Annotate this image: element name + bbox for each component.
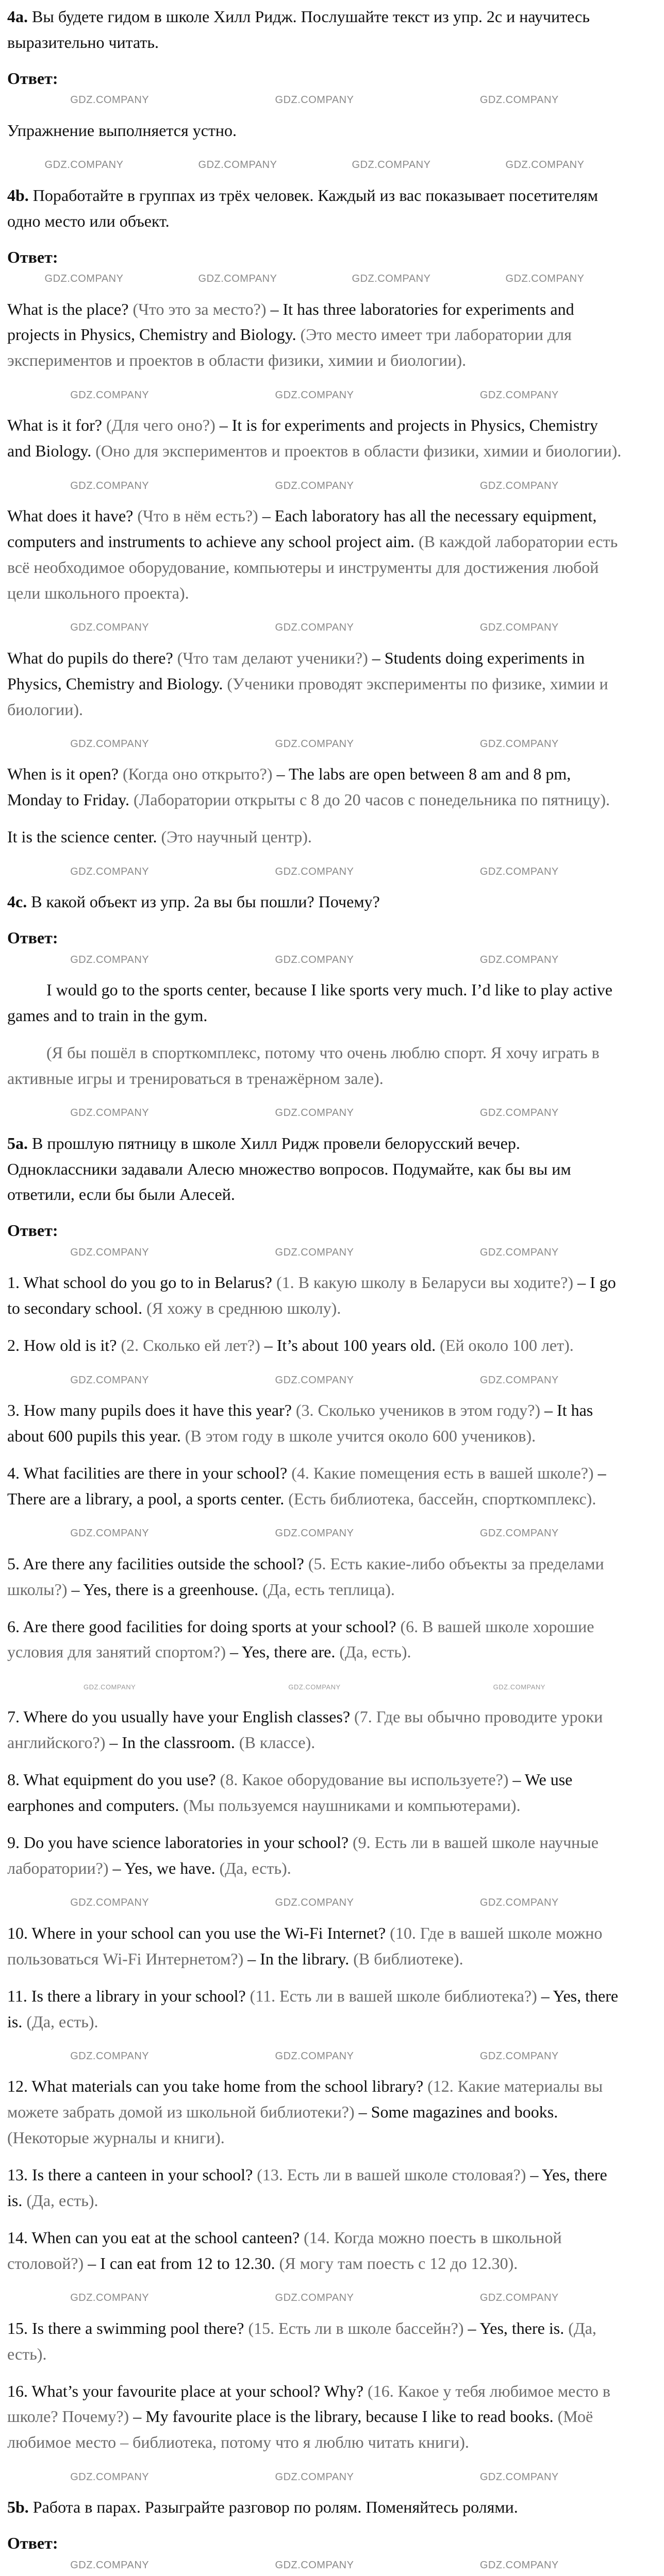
watermark: GDZ.COMPANY	[275, 1107, 354, 1119]
question-en: 14. When can you eat at the school canteen?	[7, 2228, 300, 2247]
question-en: 10. Where in your school can you use the Wi-Fi Internet?	[7, 1923, 386, 1942]
watermark: GDZ.COMPANY	[275, 2471, 354, 2483]
answer-ru: (В классе).	[235, 1733, 316, 1752]
qa-item	[7, 1984, 622, 2035]
question-en: What is it for?	[7, 416, 102, 435]
answer-text: Упражнение выполняется устно.	[7, 121, 237, 140]
question-en: 7. Where do you usually have your English classes?	[7, 1707, 351, 1726]
watermark-row	[7, 1676, 622, 1697]
answer-en: – My favourite place is the library, because I like to read books.	[133, 2407, 554, 2426]
qa-item	[7, 824, 622, 850]
question-ru: (14. Когда можно поесть в школьной столовой?)	[7, 2228, 562, 2273]
answer-ru: (Да, есть).	[335, 1642, 411, 1662]
watermark: GDZ.COMPANY	[70, 1528, 150, 1539]
answer-en: – Students doing experiments in Physics, Chemistry and Biology.	[7, 648, 585, 693]
answer-ru: (В библиотеке).	[349, 1949, 463, 1968]
answer-en: – It’s about 100 years old.	[264, 1336, 436, 1355]
watermark: GDZ.COMPANY	[275, 480, 354, 492]
answer-ru: (Я хожу в среднюю школу).	[142, 1299, 341, 1318]
task-4c	[7, 889, 622, 915]
watermark: GDZ.COMPANY	[479, 2050, 559, 2062]
watermark: GDZ.COMPANY	[479, 1246, 559, 1258]
watermark: GDZ.COMPANY	[275, 622, 354, 634]
answer-ru: (Да, есть).	[215, 1858, 291, 1877]
answer-ru: (Да, есть).	[22, 2191, 98, 2210]
watermark-row	[7, 950, 622, 970]
watermark-row	[7, 1103, 622, 1124]
watermark: GDZ.COMPANY	[275, 94, 354, 106]
answer-ru: (В этом году в школе учится около 600 учеников).	[180, 1427, 536, 1445]
watermark: GDZ.COMPANY	[275, 2292, 354, 2304]
answer-en: – It has about 600 pupils this year.	[7, 1401, 593, 1445]
question-en: 11. Is there a library in your school?	[7, 1986, 246, 2005]
qa-item	[7, 2074, 622, 2151]
watermark-row	[7, 476, 622, 496]
task-text: Поработайте в группах из трёх человек. Каждый из вас показывает посетителям одно место или объект.	[7, 185, 598, 230]
answer-ru: (Я бы пошёл в спорткомплекс, потому что очень люблю спорт. Я хочу играть в активные игры и тренироваться в тренажёрном зале).	[7, 1043, 600, 1088]
watermark: GDZ.COMPANY	[70, 2559, 150, 2571]
answer-label: Ответ:	[7, 69, 58, 88]
watermark: GDZ.COMPANY	[479, 94, 559, 106]
task-number: 4а.	[7, 7, 28, 26]
watermark: GDZ.COMPANY	[275, 1246, 354, 1258]
answer-en: – Yes, there is a greenhouse.	[71, 1580, 259, 1599]
watermark: GDZ.COMPANY	[70, 738, 150, 750]
answer-en: – We use earphones and computers.	[7, 1770, 573, 1815]
watermark: GDZ.COMPANY	[70, 94, 150, 106]
answer-label: Ответ:	[7, 1221, 58, 1240]
watermark: GDZ.COMPANY	[70, 2471, 150, 2483]
question-ru: (8. Какое оборудование вы используете?)	[215, 1770, 513, 1789]
watermark-row	[7, 2288, 622, 2309]
watermark: GDZ.COMPANY	[275, 2559, 354, 2571]
watermark: GDZ.COMPANY	[275, 1528, 354, 1539]
answer-en: – I can eat from 12 to 12.30.	[88, 2253, 275, 2273]
watermark: GDZ.COMPANY	[479, 389, 559, 401]
question-en: 12. What materials can you take home from the school library?	[7, 2077, 424, 2096]
watermark-row	[7, 2555, 622, 2575]
watermark: GDZ.COMPANY	[70, 1897, 150, 1909]
task-text: Вы будете гидом в школе Хилл Ридж. Послушайте текст из упр. 2с и научитесь выразительно читать.	[7, 7, 590, 52]
watermark-row	[7, 2467, 622, 2487]
question-en: 1. What school do you go to in Belarus?	[7, 1273, 272, 1292]
watermark-row	[7, 1242, 622, 1263]
question-ru: (1. В какую школу в Беларуси вы ходите?)	[272, 1273, 578, 1292]
qa-item	[7, 646, 622, 723]
answer-en: – There are a library, a pool, a sports center.	[7, 1463, 606, 1508]
answer-en: – The labs are open between 8 am and 8 pm, Monday to Friday.	[7, 765, 571, 809]
answer-ru: (Мы пользуемся наушниками и компьютерами).	[179, 1796, 521, 1815]
watermark-row	[7, 861, 622, 882]
question-ru: (6. В вашей школе хорошие условия для занятий спортом?)	[7, 1617, 594, 1662]
answer-ru: (В каждой лаборатории есть всё необходимое оборудование, компьютеры и инструменты для достижения любой цели школьного проекта).	[7, 532, 618, 602]
watermark: GDZ.COMPANY	[70, 2050, 150, 2062]
answer-en: I would go to the sports center, because I like sports very much. I’d like to play active games and to train in the gym.	[7, 980, 612, 1025]
watermark: GDZ.COMPANY	[479, 622, 559, 634]
qa-item	[7, 297, 622, 374]
task-5a	[7, 1131, 622, 1208]
conclusion-ru: (Это научный центр).	[157, 827, 312, 846]
question-ru: (4. Какие помещения есть в вашей школе?)	[287, 1463, 598, 1482]
answer-en: – Yes, there are.	[229, 1642, 336, 1662]
watermark: GDZ.COMPANY	[70, 1374, 150, 1386]
watermark: GDZ.COMPANY	[479, 2471, 559, 2483]
question-ru: (7. Где вы обычно проводите уроки английского?)	[7, 1707, 603, 1752]
qa-item	[7, 2162, 622, 2214]
watermark: GDZ.COMPANY	[479, 954, 559, 965]
answer-ru: (Ученики проводят эксперименты по физике, химии и биологии).	[7, 674, 608, 719]
watermark: GDZ.COMPANY	[44, 159, 124, 171]
answer-ru: (Да, есть теплица).	[258, 1580, 395, 1599]
watermark-row	[7, 1370, 622, 1391]
task-number: 5а.	[7, 1133, 28, 1153]
qa-item	[7, 1270, 622, 1321]
watermark-row	[7, 385, 622, 405]
question-ru: (Что в нём есть?)	[133, 506, 262, 526]
answer-ru: (Лаборатории открыты с 8 до 20 часов с понедельника по пятницу).	[129, 790, 610, 809]
question-ru: (9. Есть ли в вашей школе научные лаборатории?)	[7, 1833, 599, 1877]
watermark-row	[7, 1893, 622, 1913]
watermark: GDZ.COMPANY	[505, 159, 585, 171]
answer-ru: (Да, есть).	[7, 2318, 596, 2363]
watermark-row	[7, 1523, 622, 1544]
question-en: What does it have?	[7, 506, 134, 526]
qa-item	[7, 2379, 622, 2456]
watermark-row	[7, 90, 622, 111]
watermark: GDZ.COMPANY	[70, 389, 150, 401]
watermark: GDZ.COMPANY	[479, 2292, 559, 2304]
task-text: В прошлую пятницу в школе Хилл Ридж провели белорусский вечер. Одноклассники задавали Алесю множество вопросов. Подумайте, как бы вы им ответили, если бы были Алесей.	[7, 1133, 571, 1204]
answer-en: – Yes, there is.	[7, 1986, 619, 2031]
watermark-row	[7, 269, 622, 290]
qa-item	[7, 1333, 622, 1359]
question-ru: (11. Есть ли в вашей школе библиотека?)	[245, 1986, 541, 2005]
question-ru: (3. Сколько учеников в этом году?)	[291, 1401, 545, 1420]
answer-ru: (Это место имеет три лаборатории для экспериментов и проектов в области физики, химии и биологии).	[7, 325, 572, 370]
task-4a	[7, 4, 622, 56]
watermark: GDZ.COMPANY	[84, 1683, 136, 1691]
question-ru: (Что там делают ученики?)	[173, 648, 372, 667]
question-en: 5. Are there any facilities outside the school?	[7, 1554, 304, 1573]
question-ru: (15. Есть ли в школе бассейн?)	[244, 2318, 468, 2337]
watermark: GDZ.COMPANY	[479, 738, 559, 750]
question-ru: (13. Есть ли в вашей школе столовая?)	[253, 2165, 530, 2184]
task-number: 4b.	[7, 185, 29, 205]
watermark: GDZ.COMPANY	[70, 954, 150, 965]
answer-en: – In the library.	[247, 1949, 350, 1968]
qa-item	[7, 1398, 622, 1449]
answer-en: – Yes, there is.	[468, 2318, 565, 2337]
watermark: GDZ.COMPANY	[44, 273, 124, 285]
watermark: GDZ.COMPANY	[493, 1683, 545, 1691]
answer-en: – Each laboratory has all the necessary equipment, computers and instruments to achieve any school project aim.	[7, 506, 597, 551]
answer-en: – I go to secondary school.	[7, 1273, 616, 1318]
question-en: 3. How many pupils does it have this year?	[7, 1401, 292, 1420]
watermark: GDZ.COMPANY	[275, 866, 354, 877]
answer-ru: (Есть библиотека, бассейн, спорткомплекс).	[284, 1489, 596, 1508]
task-5b	[7, 2495, 622, 2520]
answer-ru: (Некоторые журналы и книги).	[7, 2128, 225, 2147]
watermark: GDZ.COMPANY	[70, 2292, 150, 2304]
question-ru: (12. Какие материалы вы можете забрать домой из школьной библиотеки?)	[7, 2077, 603, 2122]
watermark: GDZ.COMPANY	[479, 1107, 559, 1119]
watermark-row	[7, 734, 622, 754]
task-text: Работа в парах. Разыграйте разговор по ролям. Поменяйтесь ролями.	[28, 2498, 518, 2517]
watermark: GDZ.COMPANY	[275, 2050, 354, 2062]
qa-item	[7, 761, 622, 813]
question-en: 8. What equipment do you use?	[7, 1770, 216, 1789]
qa-item	[7, 1921, 622, 1972]
qa-item	[7, 1461, 622, 1512]
answer-en: – Yes, there is.	[7, 2165, 607, 2210]
answer-en: – Yes, we have.	[112, 1858, 215, 1877]
watermark-row	[7, 618, 622, 638]
watermark: GDZ.COMPANY	[479, 2559, 559, 2571]
task-text: В какой объект из упр. 2а вы бы пошли? Почему?	[27, 892, 380, 911]
qa-item	[7, 2316, 622, 2367]
question-en: 4. What facilities are there in your school?	[7, 1463, 288, 1482]
question-ru: (2. Сколько ей лет?)	[117, 1336, 264, 1355]
question-ru: (Для чего оно?)	[102, 416, 220, 435]
watermark: GDZ.COMPANY	[275, 738, 354, 750]
watermark: GDZ.COMPANY	[70, 1107, 150, 1119]
qa-item	[7, 1614, 622, 1666]
answer-label: Ответ:	[7, 928, 58, 947]
answer-ru: (Моё любимое место – библиотека, потому что я люблю читать книги).	[7, 2407, 593, 2452]
qa-item	[7, 1551, 622, 1603]
answer-label: Ответ:	[7, 2534, 58, 2553]
answer-en: – Some magazines and books.	[358, 2103, 558, 2122]
watermark: GDZ.COMPANY	[352, 273, 431, 285]
question-en: When is it open?	[7, 765, 119, 784]
question-ru: (Что это за место?)	[128, 299, 271, 318]
watermark: GDZ.COMPANY	[479, 1528, 559, 1539]
watermark: GDZ.COMPANY	[70, 622, 150, 634]
question-en: What is the place?	[7, 299, 129, 318]
answer-label: Ответ:	[7, 247, 58, 266]
answer-en: – In the classroom.	[109, 1733, 235, 1752]
answer-ru: (Да, есть).	[22, 2012, 98, 2031]
qa-item	[7, 2225, 622, 2277]
watermark: GDZ.COMPANY	[352, 159, 431, 171]
watermark: GDZ.COMPANY	[70, 480, 150, 492]
task-number: 5b.	[7, 2498, 29, 2517]
question-en: 15. Is there a swimming pool there?	[7, 2318, 244, 2337]
watermark: GDZ.COMPANY	[275, 1374, 354, 1386]
question-en: 2. How old is it?	[7, 1336, 117, 1355]
watermark: GDZ.COMPANY	[479, 1897, 559, 1909]
answer-ru: (Я могу там поесть с 12 до 12.30).	[275, 2253, 518, 2273]
watermark: GDZ.COMPANY	[70, 1246, 150, 1258]
question-en: 9. Do you have science laboratories in your school?	[7, 1833, 349, 1852]
watermark: GDZ.COMPANY	[275, 954, 354, 965]
watermark: GDZ.COMPANY	[275, 389, 354, 401]
watermark-row	[7, 155, 622, 176]
watermark: GDZ.COMPANY	[479, 866, 559, 877]
watermark: GDZ.COMPANY	[479, 1374, 559, 1386]
question-en: 6. Are there good facilities for doing sports at your school?	[7, 1617, 396, 1636]
watermark: GDZ.COMPANY	[275, 1897, 354, 1909]
answer-ru: (Оно для экспериментов и проектов в области физики, химии и биологии).	[91, 442, 622, 461]
answer-en: – It has three laboratories for experiments and projects in Physics, Chemistry and Biology.	[7, 299, 574, 344]
question-en: 13. Is there a canteen in your school?	[7, 2165, 253, 2184]
question-ru: (10. Где в вашей школе можно пользоваться Wi-Fi Интернетом?)	[7, 1923, 603, 1968]
watermark: GDZ.COMPANY	[198, 159, 277, 171]
answer-ru: (Ей около 100 лет).	[436, 1336, 574, 1355]
answer-en: – It is for experiments and projects in Physics, Chemistry and Biology.	[7, 416, 598, 461]
task-4b	[7, 183, 622, 234]
watermark-row	[7, 2046, 622, 2066]
watermark: GDZ.COMPANY	[288, 1683, 341, 1691]
question-en: 16. What’s your favourite place at your school? Why?	[7, 2381, 364, 2400]
qa-item	[7, 413, 622, 464]
watermark: GDZ.COMPANY	[479, 480, 559, 492]
watermark: GDZ.COMPANY	[505, 273, 585, 285]
task-number: 4с.	[7, 892, 27, 911]
question-ru: (5. Есть какие-либо объекты за пределами школы?)	[7, 1554, 604, 1599]
watermark: GDZ.COMPANY	[198, 273, 277, 285]
watermark: GDZ.COMPANY	[70, 866, 150, 877]
conclusion-en: It is the science center.	[7, 827, 157, 846]
question-ru: (16. Какое у тебя любимое место в школе? Почему?)	[7, 2381, 610, 2426]
qa-item	[7, 1767, 622, 1819]
question-ru: (Когда оно открыто?)	[118, 765, 277, 784]
question-en: What do pupils do there?	[7, 648, 173, 667]
qa-item	[7, 503, 622, 606]
qa-item	[7, 1704, 622, 1756]
qa-item	[7, 1830, 622, 1882]
